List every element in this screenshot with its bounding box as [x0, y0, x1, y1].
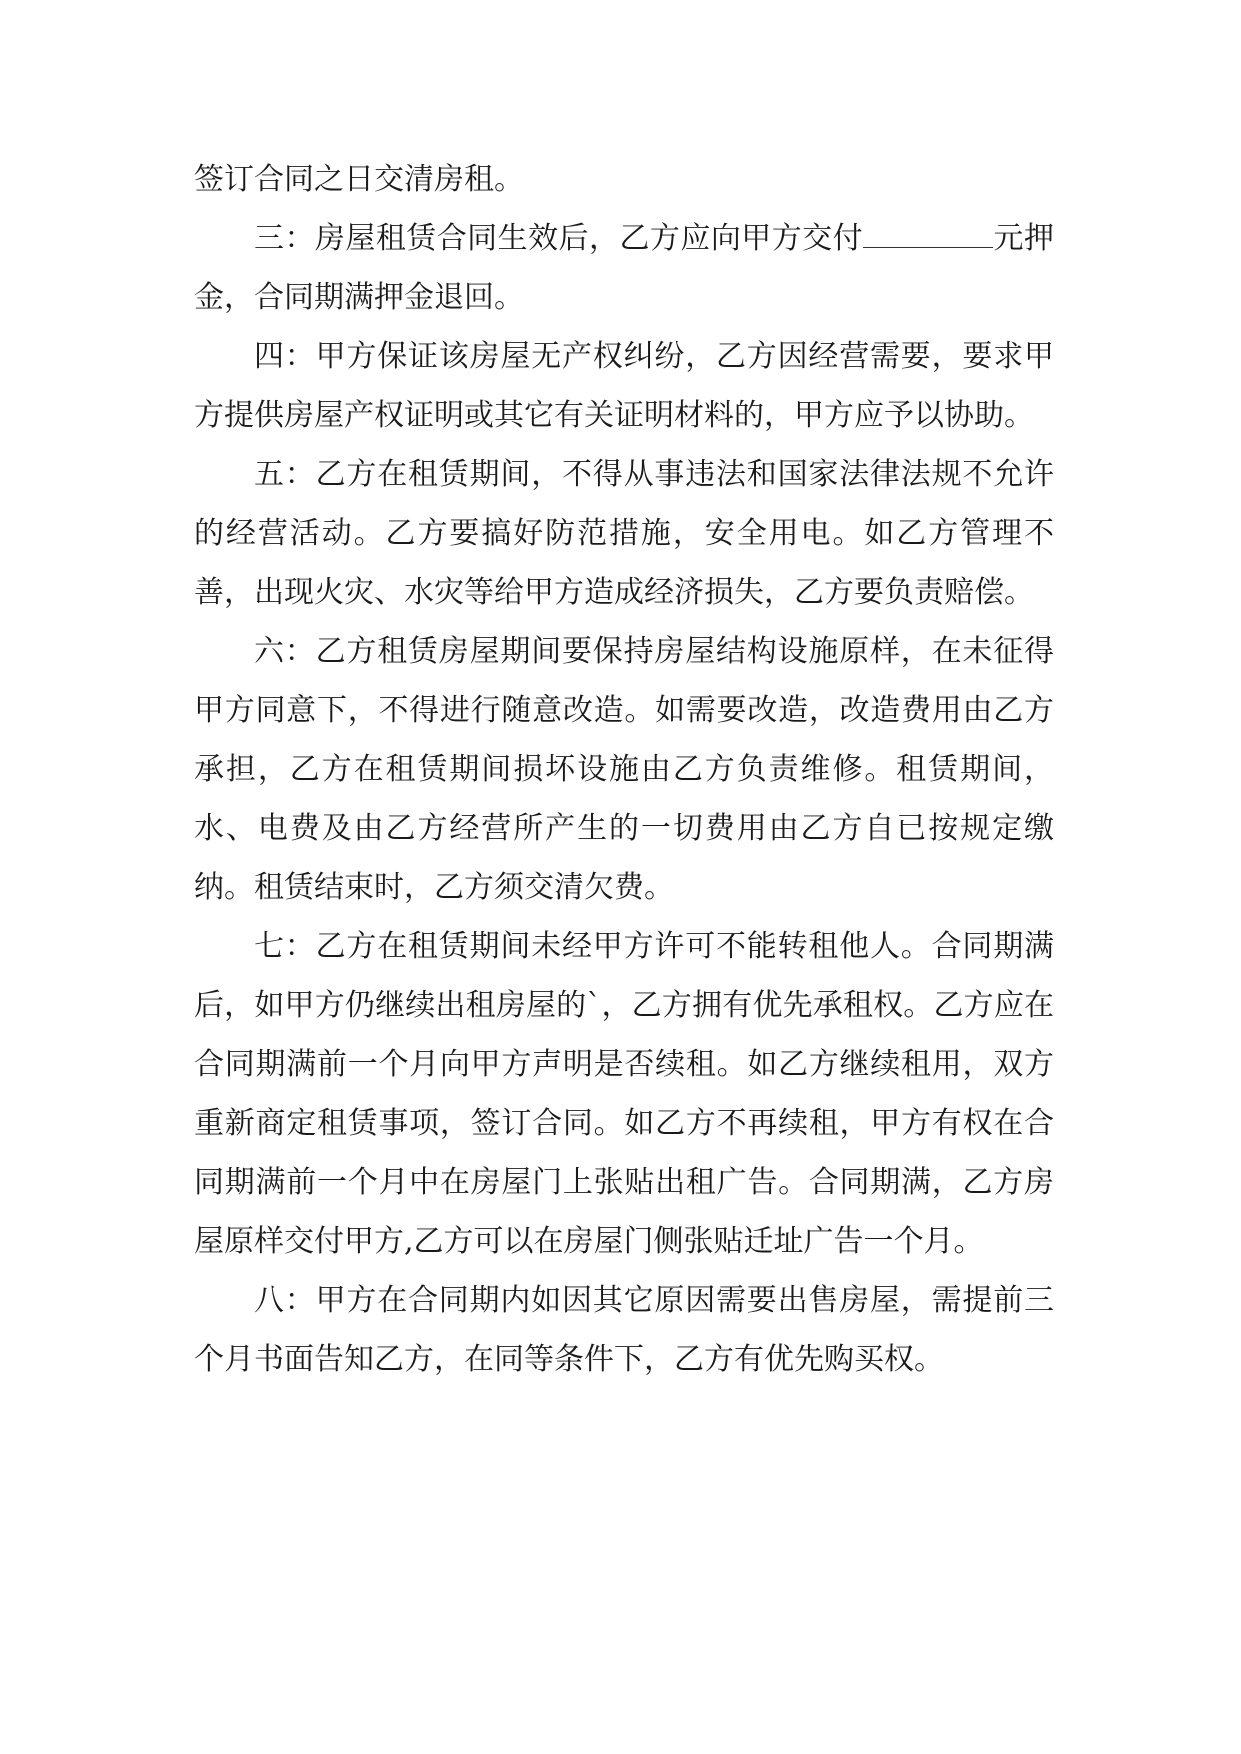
paragraph-text: 七：乙方在租赁期间未经甲方许可不能转租他人。合同期满后，如甲方仍继续出租房屋的`，乙方拥有优先承租权。乙方应在合同期满前一个月向甲方声明是否续租。如乙方继续租用，双方重新商定租赁事项，签订合同。如乙方不再续租，甲方有权在合同期满前一个月中在房屋门上张贴出租广告。合同期满，乙方房屋原样交付甲方,乙方可以在房屋门侧张贴迁址广告一个月。: [194, 929, 1054, 1259]
paragraph-text: 五：乙方在租赁期间，不得从事违法和国家法律法规不允许的经营活动。乙方要搞好防范措施，安全用电。如乙方管理不善，出现火灾、水灾等给甲方造成经济损失，乙方要负责赔偿。: [194, 457, 1054, 610]
paragraph-clause-6: [194, 622, 1054, 917]
paragraph-text: 六：乙方租赁房屋期间要保持房屋结构设施原样，在未征得甲方同意下，不得进行随意改造。如需要改造，改造费用由乙方承担，乙方在租赁期间损坏设施由乙方负责维修。租赁期间，水、电费及由乙方经营所产生的一切费用由乙方自已按规定缴纳。租赁结束时，乙方须交清欠费。: [194, 634, 1054, 905]
paragraph-text: 八：甲方在合同期内如因其它原因需要出售房屋，需提前三个月书面告知乙方，在同等条件下，乙方有优先购买权。: [194, 1283, 1054, 1377]
paragraph-clause-4: [194, 327, 1054, 445]
paragraph-text: 签订合同之日交清房租。: [194, 162, 524, 197]
paragraph-clause-3: [194, 209, 1054, 327]
paragraph-clause-8: [194, 1271, 1054, 1389]
paragraph-clause-5: [194, 445, 1054, 622]
document-page: [194, 150, 1054, 1389]
paragraph-text-after-blank: 元押金，合同期满押金退回。: [194, 221, 1055, 315]
fill-in-blank: [863, 221, 993, 248]
paragraph-rent-payment: [194, 150, 1054, 209]
paragraph-text: 四：甲方保证该房屋无产权纠纷，乙方因经营需要，要求甲方提供房屋产权证明或其它有关证明材料的，甲方应予以协助。: [194, 339, 1054, 433]
paragraph-clause-7: [194, 917, 1054, 1271]
paragraph-text: 三：房屋租赁合同生效后，乙方应向甲方交付: [254, 221, 864, 256]
